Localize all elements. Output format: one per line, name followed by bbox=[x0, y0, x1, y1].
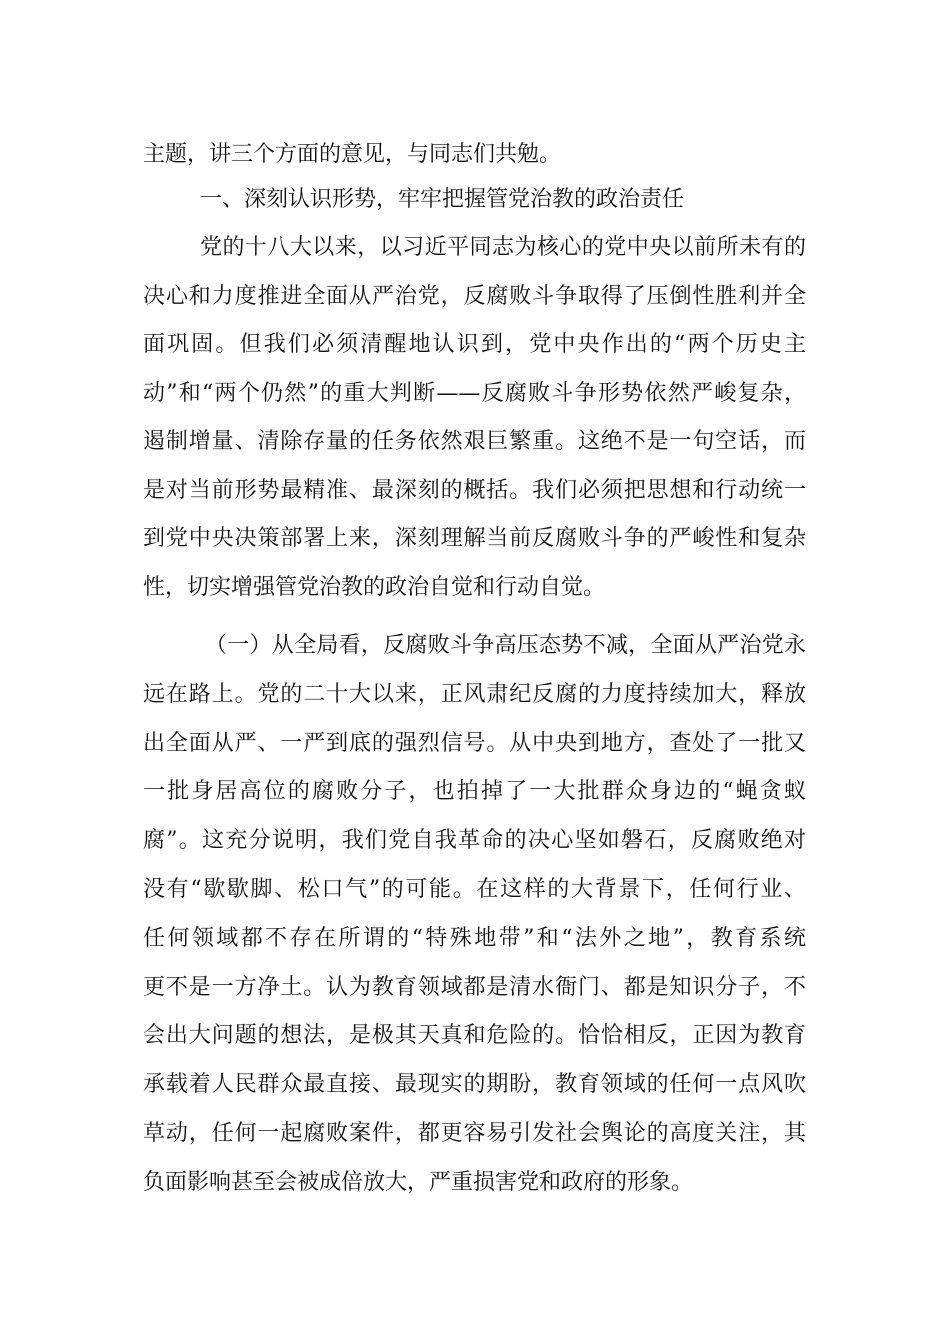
paragraph-line: 出全面从严、一严到底的强烈信号。从中央到地方，查处了一批又 bbox=[143, 730, 806, 756]
paragraph-line: 负面影响甚至会被成倍放大，严重损害党和政府的形象。 bbox=[143, 1169, 694, 1195]
paragraph-line: 会出大问题的想法，是极其天真和危险的。恰恰相反，正因为教育 bbox=[143, 1023, 806, 1049]
paragraph-line: 性，切实增强管党治教的政治自觉和行动自觉。 bbox=[143, 574, 606, 600]
paragraph-line: 是对当前形势最精准、最深刻的概括。我们必须把思想和行动统一 bbox=[143, 477, 806, 503]
paragraph-line: 遏制增量、清除存量的任务依然艰巨繁重。这绝不是一句空话，而 bbox=[143, 429, 806, 454]
paragraph-line: 一批身居高位的腐败分子，也拍掉了一大批群众身边的“蝇贪蚁 bbox=[143, 779, 806, 805]
paragraph-line: 到党中央决策部署上来，深刻理解当前反腐败斗争的严峻性和复杂 bbox=[143, 526, 806, 551]
paragraph-line: 任何领域都不存在所谓的“特殊地带”和“法外之地”，教育系统 bbox=[143, 925, 806, 951]
section-heading: 一、深刻认识形势，牢牢把握管党治教的政治责任 bbox=[200, 187, 685, 212]
paragraph-line: 远在路上。党的二十大以来，正风肃纪反腐的力度持续加大，释放 bbox=[143, 681, 806, 707]
paragraph-line: 更不是一方净土。认为教育领域都是清水衙门、都是知识分子，不 bbox=[143, 974, 806, 1000]
paragraph-line: 动”和“两个仍然”的重大判断——反腐败斗争形势依然严峻复杂， bbox=[143, 380, 806, 406]
paragraph-line: 腐”。这充分说明，我们党自我革命的决心坚如磐石，反腐败绝对 bbox=[143, 828, 806, 854]
paragraph-line: 草动，任何一起腐败案件，都更容易引发社会舆论的高度关注，其 bbox=[143, 1121, 806, 1146]
intro-tail-line: 主题，讲三个方面的意见，与同志们共勉。 bbox=[143, 142, 562, 167]
paragraph-line: 面巩固。但我们必须清醒地认识到，党中央作出的“两个历史主 bbox=[143, 332, 806, 357]
paragraph-line: （一）从全局看，反腐败斗争高压态势不减，全面从严治党永 bbox=[205, 633, 806, 658]
paragraph-line: 决心和力度推进全面从严治党，反腐败斗争取得了压倒性胜利并全 bbox=[143, 283, 806, 309]
paragraph-line: 没有“歇歇脚、松口气”的可能。在这样的大背景下，任何行业、 bbox=[143, 877, 806, 902]
paragraph-line: 党的十八大以来，以习近平同志为核心的党中央以前所未有的 bbox=[200, 235, 806, 260]
paragraph-line: 承载着人民群众最直接、最现实的期盼，教育领域的任何一点风吹 bbox=[143, 1072, 806, 1098]
